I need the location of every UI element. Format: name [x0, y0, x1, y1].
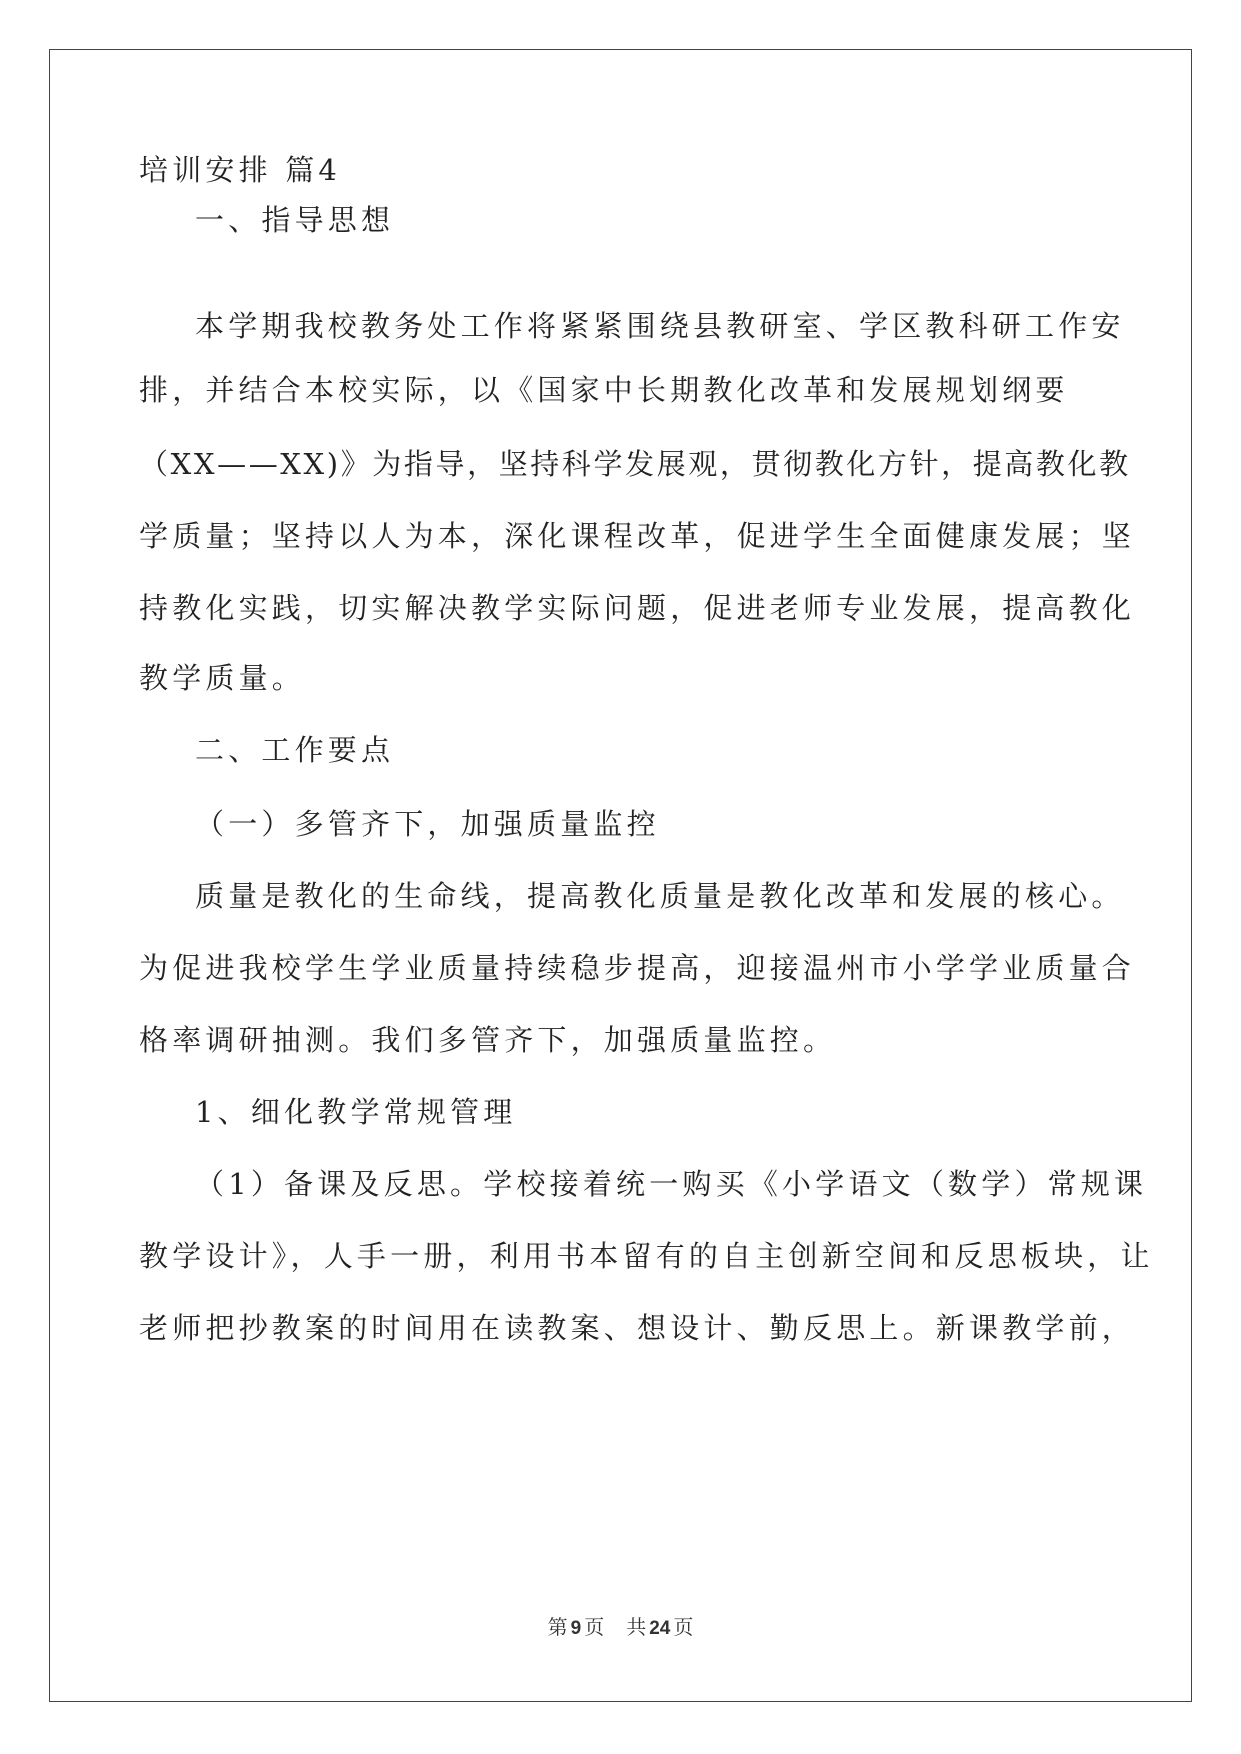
paragraph-line: 质量是教化的生命线，提高教化质量是教化改革和发展的核心。 — [195, 879, 1125, 913]
section-title: 培训安排 篇4 — [139, 153, 342, 187]
heading-work-points: 二、工作要点 — [195, 733, 395, 767]
subheading-teaching-routine: 1、细化教学常规管理 — [195, 1095, 517, 1129]
paragraph-line: （XX——XX)》为指导，坚持科学发展观，贯彻教化方针，提高教化教 — [139, 447, 1131, 481]
footer-page-suffix: 页 — [584, 1615, 605, 1639]
heading-guiding-thought: 一、指导思想 — [195, 203, 395, 237]
paragraph-line: 老师把抄教案的时间用在读教案、想设计、勤反思上。新课教学前， — [139, 1311, 1136, 1345]
footer-total-suffix: 页 — [673, 1615, 694, 1639]
paragraph-line: （1）备课及反思。学校接着统一购买《小学语文（数学）常规课 — [195, 1167, 1148, 1201]
subheading-quality-monitoring: （一）多管齐下，加强质量监控 — [195, 807, 660, 841]
footer-total-prefix: 共 — [626, 1615, 647, 1639]
paragraph-line: 学质量；坚持以人为本，深化课程改革，促进学生全面健康发展；坚 — [139, 519, 1136, 553]
paragraph-line: 为促进我校学生学业质量持续稳步提高，迎接温州市小学学业质量合 — [139, 951, 1136, 985]
paragraph-line: 教学设计》，人手一册，利用书本留有的自主创新空间和反思板块，让 — [139, 1239, 1154, 1273]
paragraph-line: 教学质量。 — [139, 661, 306, 695]
paragraph-line: 排，并结合本校实际，以《国家中长期教化改革和发展规划纲要 — [139, 373, 1069, 407]
paragraph-line: 本学期我校教务处工作将紧紧围绕县教研室、学区教科研工作安 — [195, 309, 1125, 343]
footer-prefix: 第 — [547, 1615, 568, 1639]
paragraph-line: 持教化实践，切实解决教学实际问题，促进老师专业发展，提高教化 — [139, 591, 1136, 625]
current-page-number: 9 — [570, 1618, 582, 1639]
total-pages-number: 24 — [649, 1618, 671, 1639]
page-footer — [0, 1614, 1241, 1642]
paragraph-line: 格率调研抽测。我们多管齐下，加强质量监控。 — [139, 1023, 837, 1057]
